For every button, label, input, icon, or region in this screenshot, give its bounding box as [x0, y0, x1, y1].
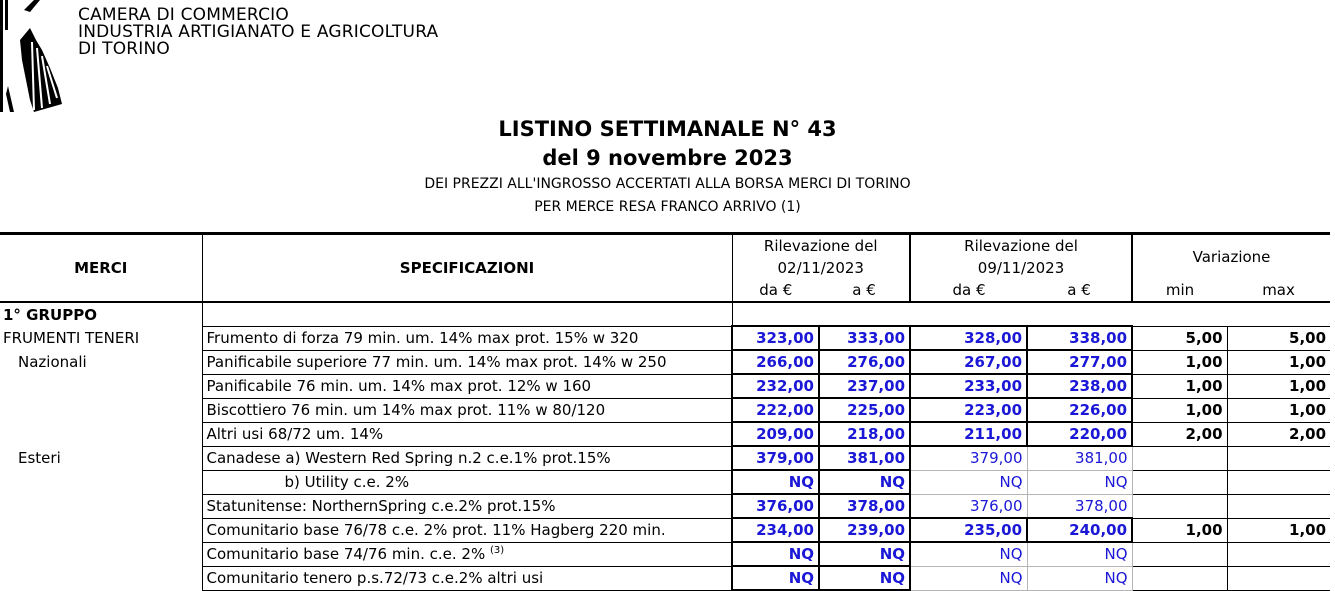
header-da-1: da € [732, 279, 819, 302]
variation-min: 1,00 [1132, 350, 1227, 374]
price-prev-da: 376,00 [732, 494, 819, 518]
merci-cell: Nazionali [0, 350, 202, 374]
variation-max [1227, 494, 1330, 518]
variation-min [1132, 446, 1227, 470]
variation-min: 1,00 [1132, 374, 1227, 398]
variation-max: 1,00 [1227, 374, 1330, 398]
variation-max [1227, 542, 1330, 566]
price-curr-a: NQ [1027, 566, 1132, 590]
merci-cell [0, 470, 202, 494]
page-title: LISTINO SETTIMANALE N° 43 [498, 117, 837, 141]
price-curr-da: 235,00 [910, 518, 1027, 542]
table-row [0, 566, 1330, 590]
price-curr-a: 240,00 [1027, 518, 1132, 542]
price-curr-a: NQ [1027, 542, 1132, 566]
merci-cell: FRUMENTI TENERI [0, 326, 202, 350]
variation-max: 1,00 [1227, 398, 1330, 422]
price-prev-a: 225,00 [819, 398, 910, 422]
header-merci: MERCI [0, 234, 202, 303]
spec-cell: Comunitario tenero p.s.72/73 c.e.2% altri usi [202, 566, 732, 590]
price-prev-da: 323,00 [732, 326, 819, 350]
header-date-2: 09/11/2023 [910, 257, 1132, 279]
price-prev-da: 234,00 [732, 518, 819, 542]
spec-cell: Altri usi 68/72 um. 14% [202, 422, 732, 446]
price-prev-a: 333,00 [819, 326, 910, 350]
price-prev-a: NQ [819, 566, 910, 590]
price-prev-a: 239,00 [819, 518, 910, 542]
price-prev-a: NQ [819, 542, 910, 566]
price-prev-da: 232,00 [732, 374, 819, 398]
price-curr-a: 338,00 [1027, 326, 1132, 350]
price-curr-a: 277,00 [1027, 350, 1132, 374]
price-prev-a: 218,00 [819, 422, 910, 446]
price-curr-da: NQ [910, 566, 1027, 590]
merci-cell [0, 518, 202, 542]
group-label: 1° GRUPPO [0, 302, 202, 326]
spec-text: Comunitario base 74/76 min. c.e. 2% [206, 545, 486, 563]
spec-cell [202, 542, 732, 566]
spec-cell: Panificabile 76 min. um. 14% max prot. 12% w 160 [202, 374, 732, 398]
variation-min: 1,00 [1132, 398, 1227, 422]
table-row [0, 350, 1330, 374]
price-prev-a: 237,00 [819, 374, 910, 398]
spec-cell: Frumento di forza 79 min. um. 14% max prot. 15% w 320 [202, 326, 732, 350]
variation-max [1227, 446, 1330, 470]
header-a-2: a € [1027, 279, 1132, 302]
merci-cell: Esteri [0, 446, 202, 470]
variation-min: 2,00 [1132, 422, 1227, 446]
table-row [0, 422, 1330, 446]
org-line-2: INDUSTRIA ARTIGIANATO E AGRICOLTURA [78, 22, 439, 42]
header-specificazioni: SPECIFICAZIONI [202, 234, 732, 303]
price-curr-da: NQ [910, 470, 1027, 494]
header-da-2: da € [910, 279, 1027, 302]
merci-cell [0, 422, 202, 446]
price-curr-da: 328,00 [910, 326, 1027, 350]
variation-max: 1,00 [1227, 518, 1330, 542]
merci-cell [0, 542, 202, 566]
price-curr-a: 378,00 [1027, 494, 1132, 518]
variation-min [1132, 542, 1227, 566]
price-table [0, 232, 1330, 591]
variation-min [1132, 470, 1227, 494]
table-row [0, 518, 1330, 542]
price-prev-a: 378,00 [819, 494, 910, 518]
header-min: min [1132, 279, 1227, 302]
price-prev-da: NQ [732, 542, 819, 566]
variation-min: 5,00 [1132, 326, 1227, 350]
variation-max [1227, 566, 1330, 590]
variation-max: 1,00 [1227, 350, 1330, 374]
header-rilevazione-1: Rilevazione del [732, 234, 910, 258]
table-row [0, 470, 1330, 494]
table-row [0, 326, 1330, 350]
price-prev-a: 276,00 [819, 350, 910, 374]
price-prev-da: 266,00 [732, 350, 819, 374]
header-max: max [1227, 279, 1330, 302]
price-prev-da: NQ [732, 470, 819, 494]
variation-min: 1,00 [1132, 518, 1227, 542]
price-curr-a: 226,00 [1027, 398, 1132, 422]
table-row [0, 398, 1330, 422]
price-prev-a: NQ [819, 470, 910, 494]
organization-name [78, 7, 438, 58]
price-curr-a: 220,00 [1027, 422, 1132, 446]
merci-cell [0, 398, 202, 422]
subtitle-1: DEI PREZZI ALL'INGROSSO ACCERTATI ALLA BORSA MERCI DI TORINO [424, 176, 911, 192]
spec-cell: Canadese a) Western Red Spring n.2 c.e.1% prot.15% [202, 446, 732, 470]
spec-cell: Panificabile superiore 77 min. um. 14% max prot. 14% w 250 [202, 350, 732, 374]
variation-min [1132, 566, 1227, 590]
price-prev-a: 381,00 [819, 446, 910, 470]
merci-cell [0, 494, 202, 518]
price-curr-a: 381,00 [1027, 446, 1132, 470]
table-row [0, 374, 1330, 398]
footnote-ref: (3) [490, 545, 505, 556]
page-date: del 9 novembre 2023 [542, 146, 793, 170]
variation-max: 5,00 [1227, 326, 1330, 350]
org-line-3: DI TORINO [78, 39, 170, 59]
variation-min [1132, 494, 1227, 518]
table-row [0, 494, 1330, 518]
spec-cell: b) Utility c.e. 2% [202, 470, 732, 494]
chamber-logo [0, 0, 70, 112]
price-curr-da: 379,00 [910, 446, 1027, 470]
price-curr-a: 238,00 [1027, 374, 1132, 398]
spec-cell: Statunitense: NorthernSpring c.e.2% prot.15% [202, 494, 732, 518]
price-prev-da: 222,00 [732, 398, 819, 422]
merci-cell [0, 374, 202, 398]
org-line-1: CAMERA DI COMMERCIO [78, 5, 289, 25]
spec-cell: Biscottiero 76 min. um 14% max prot. 11% w 80/120 [202, 398, 732, 422]
price-curr-da: 223,00 [910, 398, 1027, 422]
price-prev-da: 379,00 [732, 446, 819, 470]
price-prev-da: 209,00 [732, 422, 819, 446]
spec-cell: Comunitario base 76/78 c.e. 2% prot. 11% Hagberg 220 min. [202, 518, 732, 542]
price-curr-da: 376,00 [910, 494, 1027, 518]
price-curr-da: 267,00 [910, 350, 1027, 374]
header-a-1: a € [819, 279, 910, 302]
merci-cell [0, 566, 202, 590]
header-date-1: 02/11/2023 [732, 257, 910, 279]
price-curr-da: 211,00 [910, 422, 1027, 446]
table-row [0, 446, 1330, 470]
header-rilevazione-2: Rilevazione del [910, 234, 1132, 258]
variation-max: 2,00 [1227, 422, 1330, 446]
table-row [0, 542, 1330, 566]
price-prev-da: NQ [732, 566, 819, 590]
variation-max [1227, 470, 1330, 494]
subtitle-2: PER MERCE RESA FRANCO ARRIVO (1) [534, 199, 801, 215]
header-variazione: Variazione [1132, 234, 1330, 280]
price-curr-a: NQ [1027, 470, 1132, 494]
price-curr-da: NQ [910, 542, 1027, 566]
price-curr-da: 233,00 [910, 374, 1027, 398]
